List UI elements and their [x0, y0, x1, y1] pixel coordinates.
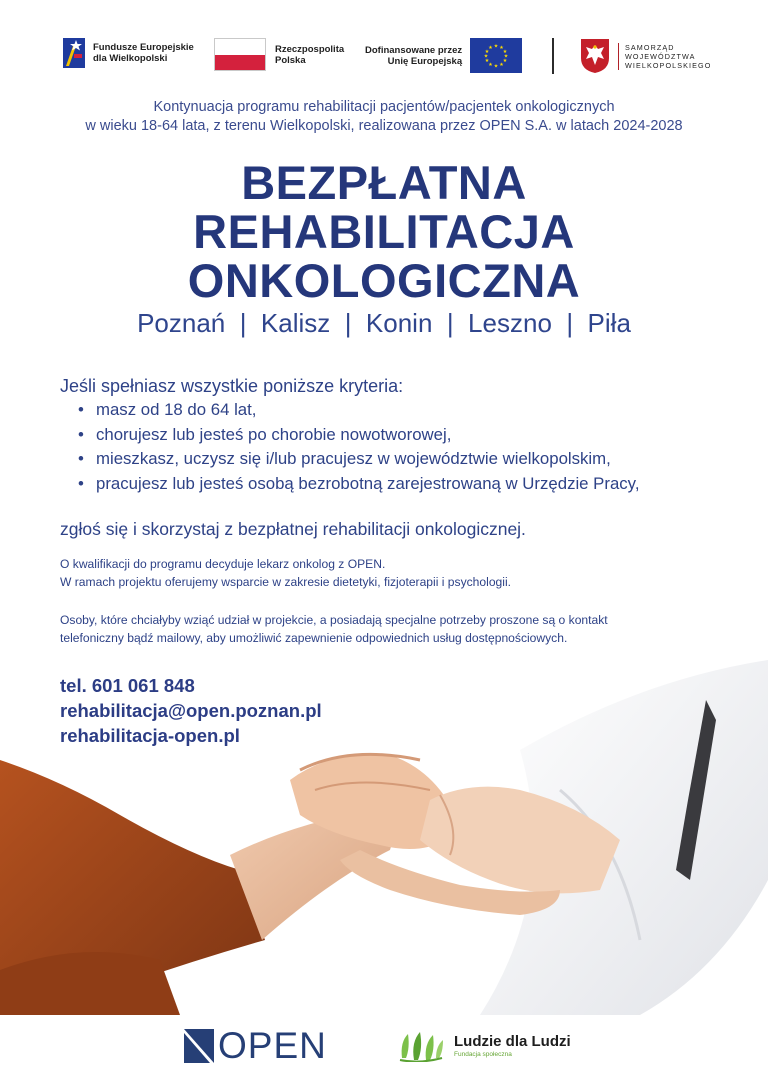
- contact-block: [60, 673, 322, 748]
- sw-logo-line: WIELKOPOLSKIEGO: [625, 60, 712, 70]
- svg-text:★: ★: [502, 49, 508, 55]
- polish-flag-icon: [214, 38, 266, 71]
- intro-text: [0, 98, 768, 136]
- accessibility-info: [60, 611, 720, 647]
- fe-logo: [63, 38, 194, 68]
- ldl-subtitle: Fundacja społeczna: [454, 1051, 512, 1058]
- rp-logo-line: Rzeczpospolita: [275, 43, 345, 55]
- wielkopolska-logo: [580, 38, 711, 74]
- headline-line: ONKOLOGICZNA: [187, 254, 581, 307]
- fe-star-icon: [63, 38, 85, 68]
- email-link[interactable]: rehabilitacja@open.poznan.pl: [60, 700, 322, 721]
- rp-logo-line: Polska: [275, 54, 306, 66]
- headline-line: REHABILITACJA: [193, 205, 575, 258]
- info-line: Osoby, które chciałyby wziąć udział w projekcie, a posiadają specjalne potrzeby proszone są o kontakt: [60, 613, 608, 627]
- criteria-item: • chorujesz lub jesteś po chorobie nowotworowej,: [60, 423, 720, 448]
- headline-line: BEZPŁATNA: [241, 156, 527, 209]
- fe-logo-line: Fundusze Europejskie: [93, 42, 194, 53]
- eu-logo-line: Dofinansowane przez: [365, 44, 463, 56]
- rp-logo: [214, 38, 344, 71]
- criteria-list: [60, 398, 720, 496]
- criteria-item: • pracujesz lub jesteś osobą bezrobotną zarejestrowaną w Urzędzie Pracy,: [60, 472, 720, 497]
- svg-text:★: ★: [484, 58, 490, 64]
- sw-logo-line: WOJEWÓDZTWA: [625, 51, 696, 61]
- svg-text:★: ★: [483, 53, 489, 60]
- svg-text:★: ★: [484, 49, 490, 55]
- svg-text:★: ★: [493, 43, 499, 50]
- svg-text:★: ★: [502, 58, 508, 64]
- qualification-info: [60, 555, 720, 591]
- city-list: Poznań | Kalisz | Konin | Leszno | Piła: [137, 308, 631, 338]
- svg-text:★: ★: [488, 62, 493, 68]
- criteria-item: • masz od 18 do 64 lat,: [60, 398, 720, 423]
- ldl-leaf-icon: [398, 1030, 444, 1062]
- info-line: telefoniczny bądź mailowy, aby umożliwić zapewnienie odpowiednich usług dostępnościowych.: [60, 631, 568, 645]
- eu-logo-line: Unię Europejską: [387, 55, 463, 67]
- partner-logos: [60, 30, 720, 82]
- eu-flag-icon: [470, 38, 522, 73]
- call-to-action: zgłoś się i skorzystaj z bezpłatnej rehabilitacji onkologicznej.: [60, 519, 526, 539]
- criteria-item: • mieszkasz, uczysz się i/lub pracujesz w województwie wielkopolskim,: [60, 447, 720, 472]
- criteria-title: Jeśli spełniasz wszystkie poniższe kryteria:: [60, 376, 404, 396]
- ludzie-dla-ludzi-logo: [398, 1030, 571, 1062]
- eagle-crest-icon: [580, 38, 610, 74]
- fe-logo-line: dla Wielkopolski: [93, 53, 168, 64]
- logo-divider: [552, 38, 554, 74]
- info-line: W ramach projektu oferujemy wsparcie w zakresie dietetyki, fizjoterapii i psychologii.: [60, 575, 512, 589]
- open-wordmark: OPEN: [218, 1025, 327, 1066]
- ldl-name: Ludzie dla Ludzi: [454, 1033, 571, 1050]
- info-line: O kwalifikacji do programu decyduje lekarz onkolog z OPEN.: [60, 557, 386, 571]
- intro-line: Kontynuacja programu rehabilitacji pacjentów/pacjentek onkologicznych: [153, 99, 615, 115]
- phone-number[interactable]: tel. 601 061 848: [60, 675, 195, 696]
- footer-logos: [0, 1022, 768, 1072]
- sw-logo-line: SAMORZĄD: [625, 42, 675, 52]
- svg-text:★: ★: [488, 45, 493, 51]
- website-link[interactable]: rehabilitacja-open.pl: [60, 725, 240, 746]
- intro-line: w wieku 18-64 lata, z terenu Wielkopolski, realizowana przez OPEN S.A. w latach 2024-2028: [85, 118, 683, 134]
- page-title: [0, 158, 768, 305]
- criteria-section: [60, 374, 720, 496]
- svg-text:★: ★: [493, 63, 499, 70]
- open-mark-icon: [184, 1029, 214, 1063]
- svg-text:★: ★: [499, 62, 504, 68]
- svg-text:★: ★: [503, 53, 509, 60]
- eu-logo: [365, 38, 522, 73]
- open-logo: [184, 1025, 327, 1066]
- svg-text:★: ★: [499, 45, 504, 51]
